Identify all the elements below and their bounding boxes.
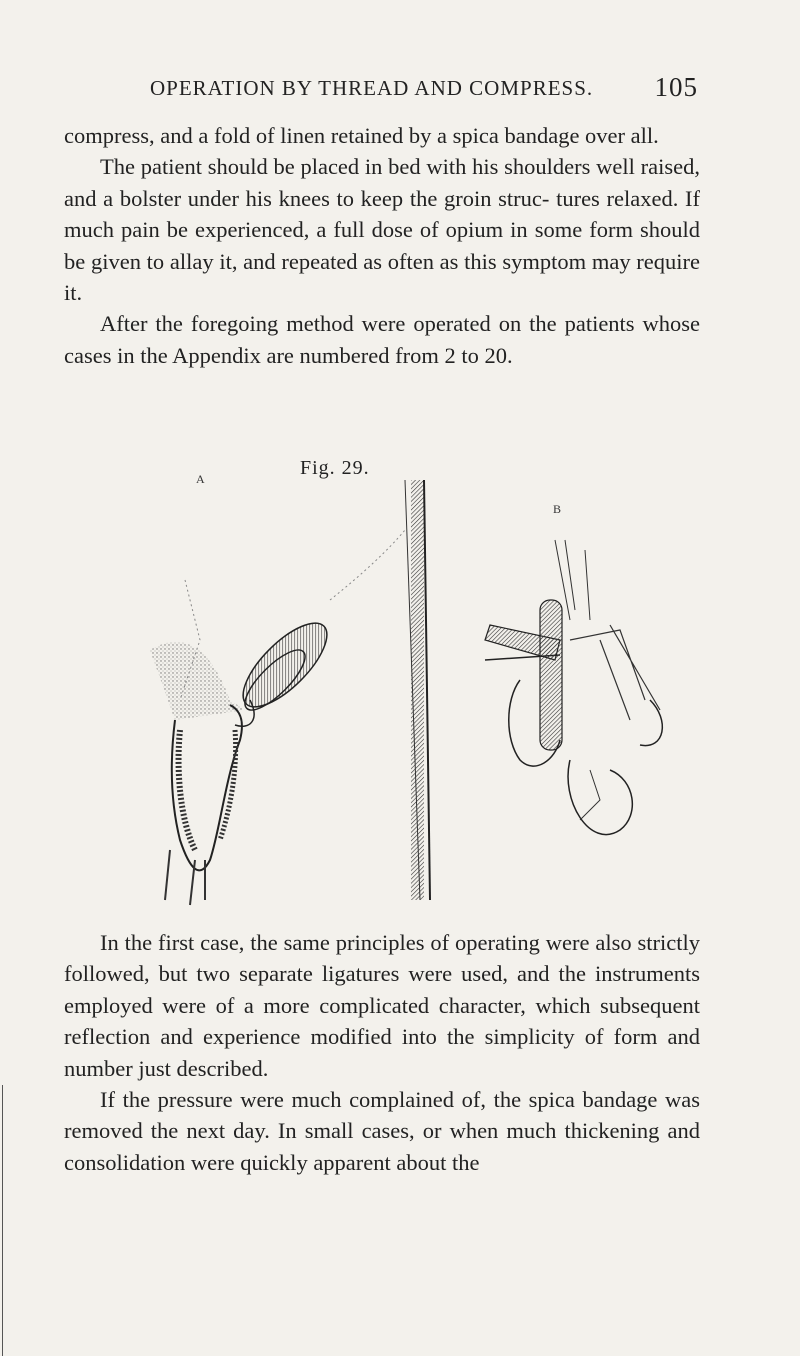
paragraph: compress, and a fold of linen retained by a spica bandage over all. — [64, 123, 659, 148]
text-block-bottom — [64, 927, 700, 1178]
paragraph: If the pressure were much complained of, the spica bandage was removed the next day. In small cases, or when much thickening and consolidation were quickly apparent about the — [64, 1087, 700, 1175]
center-instrument — [330, 480, 430, 900]
right-drawing — [485, 540, 662, 835]
page-edge-line — [2, 1085, 3, 1356]
figure-caption: Fig. 29. — [300, 457, 370, 479]
running-title: OPERATION BY THREAD AND COMPRESS. — [150, 76, 594, 100]
paragraph: The patient should be placed in bed with his shoulders well raised, and a bolster under his knees to keep the groin struc- tures relaxed. If much pain be experienced, a full dose of opium in some form should be given to allay it, and repeated as often as this symptom may require it. — [64, 154, 700, 306]
page-number: 105 — [654, 72, 698, 102]
paragraph: After the foregoing method were operated on the patients whose cases in the Appendix are numbered from 2 to 20. — [64, 311, 700, 368]
figure-label-b: B — [553, 502, 562, 516]
paragraph: In the first case, the same principles of operating were also strictly followed, but two separate ligatures were used, and the instruments employed were of a more complicated character, which subsequent reflection and experience modified into the simplicity of form and number just described. — [64, 930, 700, 1081]
figure-label-a: A — [196, 472, 205, 486]
left-drawing — [150, 580, 339, 905]
